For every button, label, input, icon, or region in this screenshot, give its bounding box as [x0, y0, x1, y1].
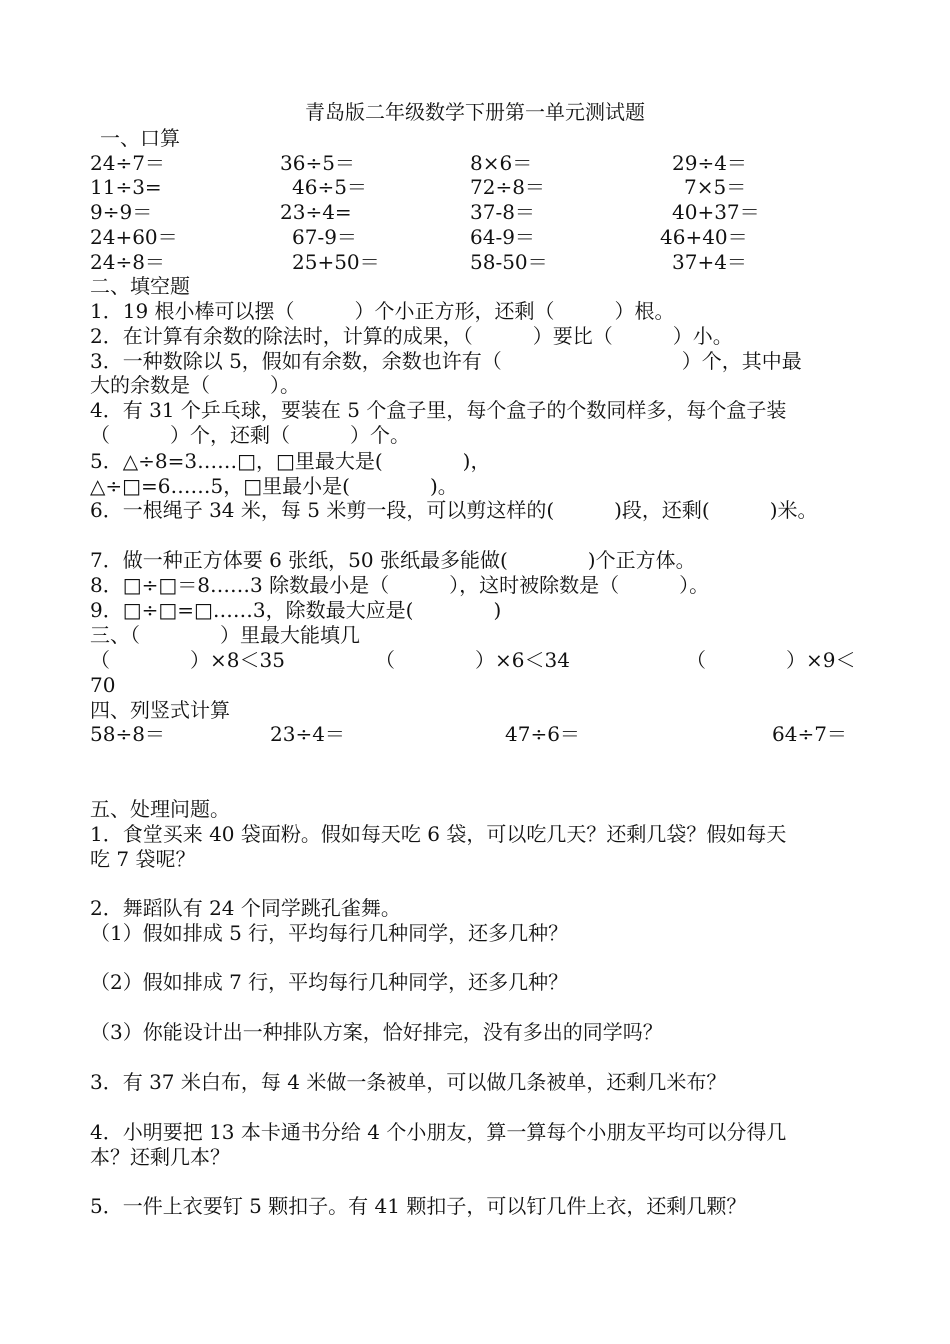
oral-item: 67-9＝	[292, 225, 357, 249]
problem-line: 吃 7 袋呢？	[90, 847, 196, 871]
problem-line: 1．食堂买来 40 袋面粉。假如每天吃 6 袋，可以吃几天？还剩几袋？假如每天	[90, 822, 787, 846]
problem-line: 2．舞蹈队有 24 个同学跳孔雀舞。	[90, 896, 401, 920]
vertical-calc-item: 47÷6＝	[505, 722, 580, 746]
oral-item: 11÷3=	[90, 175, 162, 199]
fill-blank-line: 大的余数是（ ）。	[90, 373, 300, 397]
fill-blank-line: 7．做一种正方体要 6 张纸，50 张纸最多能做( )个正方体。	[90, 548, 696, 572]
oral-item: 37+4＝	[672, 250, 747, 274]
section-heading-max-fill: 三、（ ）里最大能填几	[90, 623, 360, 647]
problem-line: （2）假如排成 7 行，平均每行几种同学，还多几种？	[90, 970, 569, 994]
max-fill-overflow: 70	[90, 673, 116, 697]
vertical-calc-item: 23÷4＝	[270, 722, 345, 746]
fill-blank-line: 4．有 31 个乒乓球，要装在 5 个盒子里，每个盒子的个数同样多，每个盒子装	[90, 398, 787, 422]
oral-item: 46÷5＝	[292, 175, 367, 199]
problem-line: 5．一件上衣要钉 5 颗扣子。有 41 颗扣子，可以钉几件上衣，还剩几颗？	[90, 1194, 747, 1218]
fill-blank-line: 5．△÷8=3……□，□里最大是( )，	[90, 449, 491, 473]
problem-line: （1）假如排成 5 行，平均每行几种同学，还多几种？	[90, 921, 569, 945]
fill-blank-line: 6．一根绳子 34 米，每 5 米剪一段，可以剪这样的( )段，还剩( )米。	[90, 498, 818, 522]
problem-line: （3）你能设计出一种排队方案，恰好排完，没有多出的同学吗？	[90, 1020, 663, 1044]
problem-line: 3．有 37 米白布，每 4 米做一条被单，可以做几条被单，还剩几米布？	[90, 1070, 727, 1094]
section-heading-oral: 一、口算	[100, 126, 180, 150]
oral-item: 24÷8＝	[90, 250, 165, 274]
fill-blank-line: △÷□=6……5，□里最小是( )。	[90, 474, 458, 498]
oral-item: 25+50＝	[292, 250, 380, 274]
section-heading-fill-blank: 二、填空题	[90, 274, 190, 298]
oral-item: 24+60＝	[90, 225, 178, 249]
problem-line: 本？还剩几本？	[90, 1145, 230, 1169]
oral-item: 29÷4＝	[672, 151, 747, 175]
oral-item: 24÷7＝	[90, 151, 165, 175]
max-fill-item: （ ）×8＜35	[90, 648, 285, 672]
oral-item: 23÷4=	[280, 200, 352, 224]
fill-blank-line: 1．19 根小棒可以摆（ ）个小正方形，还剩（ ）根。	[90, 299, 675, 323]
oral-item: 46+40＝	[660, 225, 748, 249]
fill-blank-line: （ ）个，还剩（ ）个。	[90, 423, 410, 447]
oral-item: 8×6＝	[470, 151, 533, 175]
page-title: 青岛版二年级数学下册第一单元测试题	[305, 100, 645, 124]
section-heading-vertical-calc: 四、列竖式计算	[90, 698, 230, 722]
fill-blank-line: 2．在计算有余数的除法时，计算的成果，（ ）要比（ ）小。	[90, 324, 733, 348]
oral-item: 40+37＝	[672, 200, 760, 224]
max-fill-item: （ ）×6＜34	[375, 648, 570, 672]
max-fill-item: （ ）×9＜	[686, 648, 856, 672]
vertical-calc-item: 64÷7＝	[772, 722, 847, 746]
oral-item: 9÷9＝	[90, 200, 153, 224]
oral-item: 36÷5＝	[280, 151, 355, 175]
oral-item: 58-50＝	[470, 250, 548, 274]
oral-item: 7×5＝	[684, 175, 747, 199]
oral-item: 37-8＝	[470, 200, 535, 224]
section-heading-problems: 五、处理问题。	[90, 797, 230, 821]
fill-blank-line: 9．□÷□=□……3，除数最大应是( )	[90, 598, 502, 622]
problem-line: 4．小明要把 13 本卡通书分给 4 个小朋友，算一算每个小朋友平均可以分得几	[90, 1120, 787, 1144]
fill-blank-line: 8．□÷□＝8……3 除数最小是（ ），这时被除数是（ ）。	[90, 573, 710, 597]
oral-item: 72÷8＝	[470, 175, 545, 199]
vertical-calc-item: 58÷8＝	[90, 722, 165, 746]
fill-blank-line: 3．一种数除以 5，假如有余数，余数也许有（ ）个，其中最	[90, 349, 802, 373]
oral-item: 64-9＝	[470, 225, 535, 249]
